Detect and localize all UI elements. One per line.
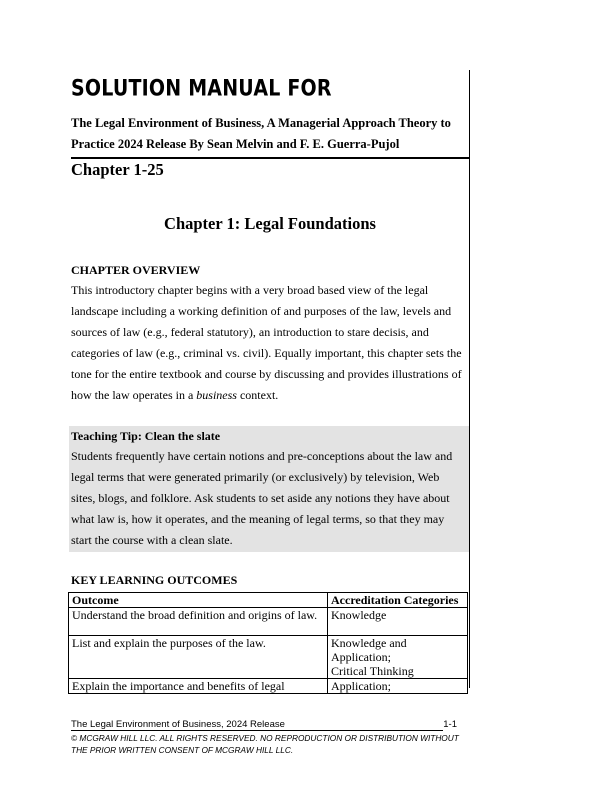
- header-divider: [71, 157, 470, 159]
- outcome-cell: Understand the broad definition and origins of law.: [69, 608, 328, 636]
- table-header-row: [69, 593, 468, 608]
- outcome-cell: Explain the importance and benefits of legal: [69, 679, 328, 694]
- overview-heading: CHAPTER OVERVIEW: [71, 263, 201, 277]
- outcomes-table: [68, 592, 468, 694]
- accreditation-cell: [328, 679, 468, 694]
- solution-manual-title: SOLUTION MANUAL FOR: [71, 76, 332, 102]
- accreditation-line: Application;: [331, 679, 391, 693]
- overview-paragraph: [71, 280, 467, 406]
- accreditation-line: Application;: [331, 650, 391, 664]
- chapter-title: Chapter 1: Legal Foundations: [164, 214, 376, 233]
- footer-page-number: 1-1: [443, 719, 457, 730]
- teaching-tip-text: Students frequently have certain notions and pre-conceptions about the law and legal terms that were generated primarily (or exclusively) by television, Web sites, blogs, and folklore. Ask students to set aside any notions they have about what law is, how it operates, and the meaning of legal terms, so that they may start the course with a clean slate.: [71, 449, 453, 547]
- overview-text-end: context.: [236, 388, 279, 402]
- accreditation-line: Critical Thinking: [331, 664, 414, 678]
- table-row: [69, 679, 468, 694]
- teaching-tip-heading: Teaching Tip: Clean the slate: [71, 429, 221, 443]
- chapter-range: Chapter 1-25: [71, 160, 164, 179]
- right-margin-rule: [469, 70, 470, 688]
- table-row: [69, 608, 468, 636]
- accreditation-column-header: Accreditation Categories: [328, 593, 468, 608]
- overview-emphasis: business: [196, 388, 237, 402]
- accreditation-line: Knowledge and: [331, 636, 407, 650]
- outcomes-heading: KEY LEARNING OUTCOMES: [71, 573, 238, 587]
- outcome-cell: List and explain the purposes of the law.: [69, 636, 328, 679]
- table-row: [69, 636, 468, 679]
- accreditation-cell: [328, 636, 468, 679]
- outcome-column-header: Outcome: [69, 593, 328, 608]
- footer-title-line: [71, 719, 457, 731]
- footer-copyright: © MCGRAW HILL LLC. ALL RIGHTS RESERVED. NO REPRODUCTION OR DISTRIBUTION WITHOUT THE PRIOR WRITTEN CONSENT OF MCGRAW HILL LLC.: [71, 733, 459, 755]
- overview-text: This introductory chapter begins with a very broad based view of the legal landscape including a working definition of and purposes of the law, levels and sources of law (e.g., federal statutory), an introduction to stare decisis, and categories of law (e.g., criminal vs. civil). Equally important, this chapter sets the tone for the entire textbook and course by discussing and provides illustrations of how the law operates in a: [71, 283, 462, 402]
- accreditation-line: Knowledge: [331, 608, 387, 622]
- book-title: The Legal Environment of Business, A Managerial Approach Theory to Practice 2024 Release By Sean Melvin and F. E. Guerra-Pujol: [71, 116, 451, 151]
- footer-title: The Legal Environment of Business, 2024 Release: [71, 719, 443, 731]
- accreditation-cell: [328, 608, 468, 636]
